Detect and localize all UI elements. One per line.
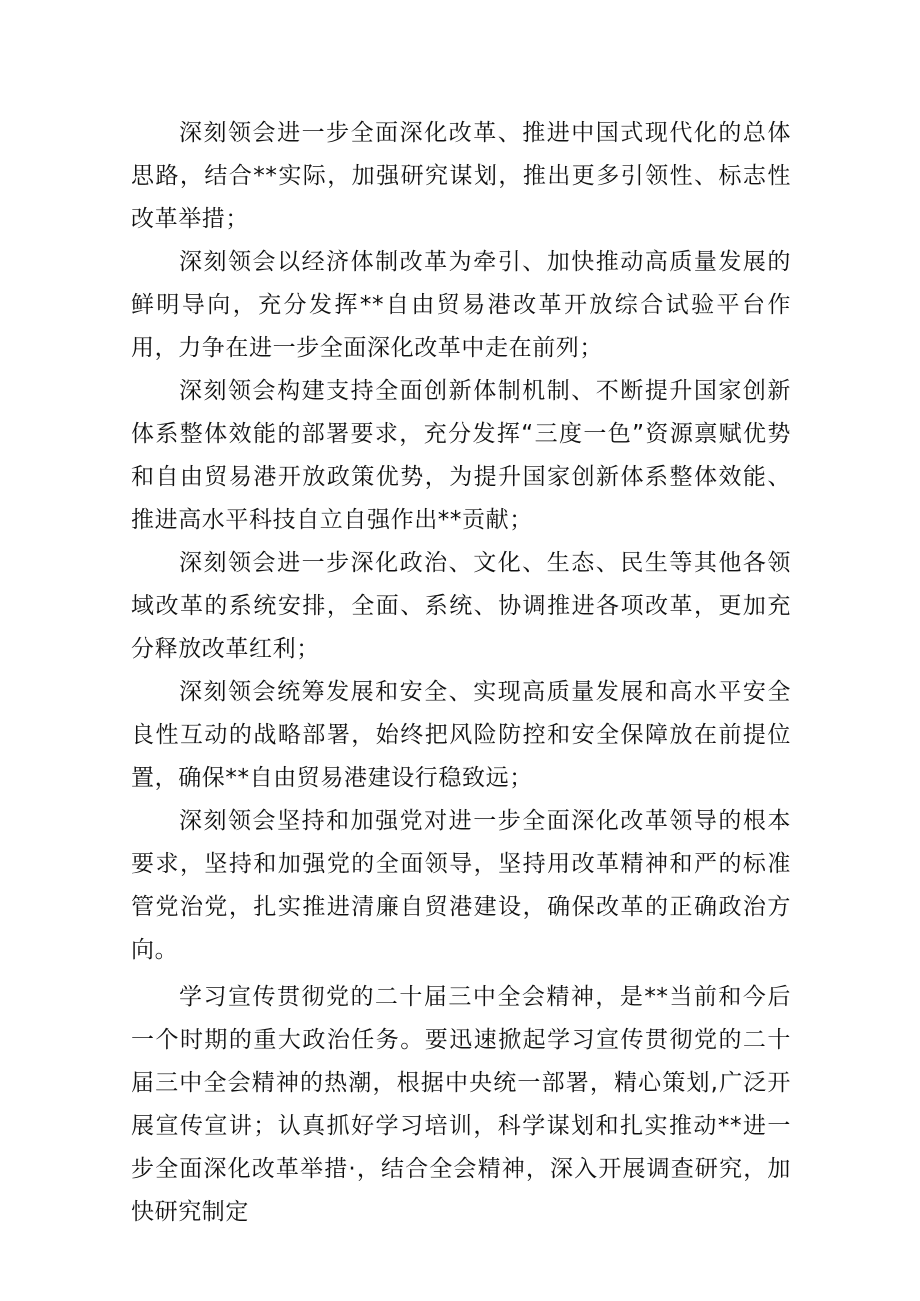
paragraph-1: 深刻领会进一步全面深化改革、推进中国式现代化的总体思路，结合**实际，加强研究谋划，推出更多引领性、标志性改革举措； (131, 120, 791, 232)
paragraph-6: 深刻领会坚持和加强党对进一步全面深化改革领导的根本要求，坚持和加强党的全面领导，坚持用改革精神和严的标准管党治党，扎实推进清廉自贸港建设，确保改革的正确政治方向。 (131, 808, 791, 963)
paragraph-7: 学习宣传贯彻党的二十届三中全会精神，是**当前和今后一个时期的重大政治任务。要迅速掀起学习宣传贯彻党的二十届三中全会精神的热潮，根据中央统一部署，精心策划,广泛开展宣传宣讲；认真抓好学习培训，科学谋划和扎实推动**进一步全面深化改革举措·，结合全会精神，深入开展调查研究，加快研究制定 (131, 984, 791, 1225)
paragraph-3: 深刻领会构建支持全面创新体制机制、不断提升国家创新体系整体效能的部署要求，充分发挥“三度一色”资源禀赋优势和自由贸易港开放政策优势，为提升国家创新体系整体效能、推进高水平科技自立自强作出**贡献； (131, 378, 791, 533)
document-body (131, 112, 791, 1234)
paragraph-5: 深刻领会统筹发展和安全、实现高质量发展和高水平安全良性互动的战略部署，始终把风险防控和安全保障放在前提位置，确保**自由贸易港建设行稳致远； (131, 679, 791, 791)
paragraph-4: 深刻领会进一步深化政治、文化、生态、民生等其他各领域改革的系统安排，全面、系统、协调推进各项改革，更加充分释放改革红利； (131, 550, 791, 662)
paragraph-2: 深刻领会以经济体制改革为牵引、加快推动高质量发展的鲜明导向，充分发挥**自由贸易港改革开放综合试验平台作用，力争在进一步全面深化改革中走在前列； (131, 249, 791, 361)
